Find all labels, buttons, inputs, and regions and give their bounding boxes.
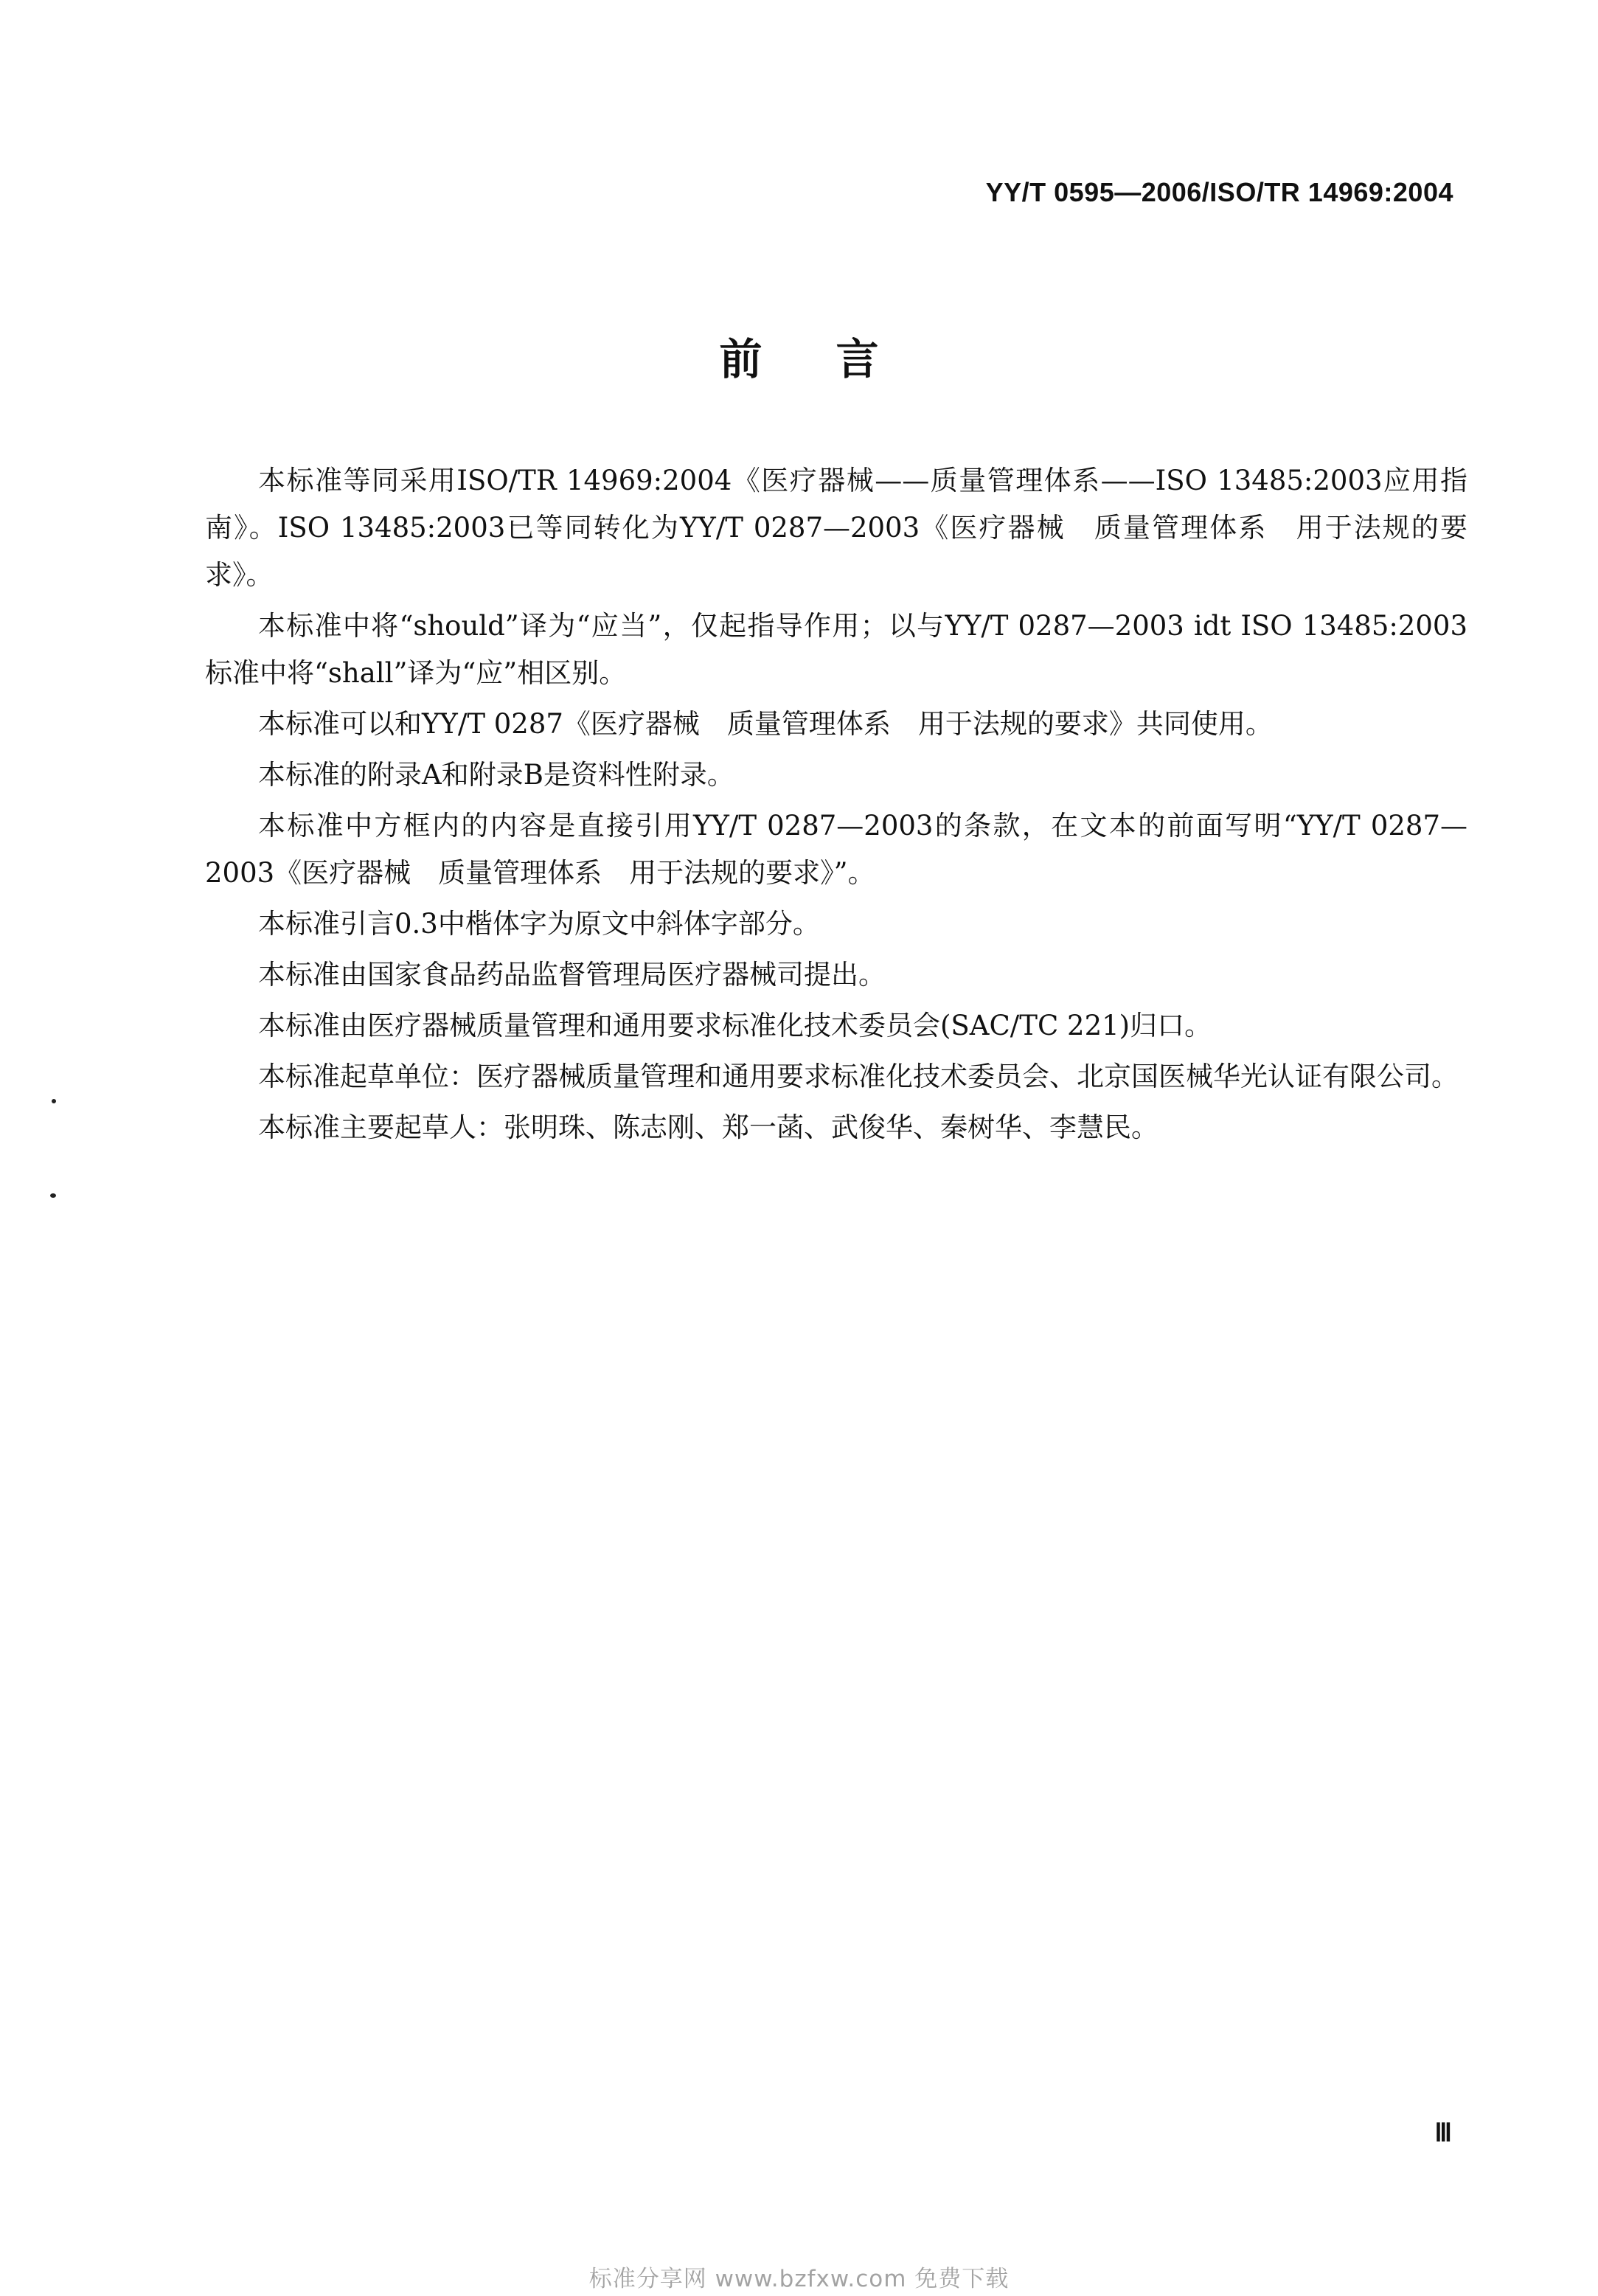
page-title: 前言	[719, 334, 953, 384]
paragraph-boxed-content: 本标准中方框内的内容是直接引用YY/T 0287—2003的条款，在文本的前面写明“YY/T 0287—2003《医疗器械 质量管理体系 用于法规的要求》”。	[205, 810, 1467, 889]
scan-speck	[50, 1193, 56, 1198]
paragraph-translation-note: 本标准中将“should”译为“应当”，仅起指导作用；以与YY/T 0287—2003 idt ISO 13485:2003标准中将“shall”译为“应”相区别。	[205, 610, 1467, 689]
page-number: Ⅲ	[1434, 2120, 1452, 2147]
paragraph-annexes: 本标准的附录A和附录B是资料性附录。	[258, 759, 734, 791]
paragraph-drafting-units: 本标准起草单位：医疗器械质量管理和通用要求标准化技术委员会、北京国医械华光认证有限公司。	[258, 1061, 1459, 1092]
foreword-body	[205, 457, 1467, 1155]
paragraph-adoption: 本标准等同采用ISO/TR 14969:2004《医疗器械——质量管理体系——ISO 13485:2003应用指南》。ISO 13485:2003已等同转化为YY/T 0287—2003《医疗器械 质量管理体系 用于法规的要求》。	[205, 465, 1467, 591]
paragraph-drafters: 本标准主要起草人：张明珠、陈志刚、郑一菡、武俊华、秦树华、李慧民。	[258, 1111, 1158, 1143]
paragraph-italic-note: 本标准引言0.3中楷体字为原文中斜体字部分。	[258, 908, 820, 940]
standard-code: YY/T 0595—2006/ISO/TR 14969:2004	[985, 177, 1453, 207]
watermark: 标准分享网 www.bzfxw.com 免费下载	[588, 2266, 1010, 2292]
paragraph-under-jurisdiction: 本标准由医疗器械质量管理和通用要求标准化技术委员会(SAC/TC 221)归口。	[258, 1010, 1212, 1041]
paragraph-joint-use: 本标准可以和YY/T 0287《医疗器械 质量管理体系 用于法规的要求》共同使用。	[258, 708, 1273, 740]
scan-speck	[52, 1099, 56, 1103]
paragraph-proposed-by: 本标准由国家食品药品监督管理局医疗器械司提出。	[258, 959, 886, 991]
